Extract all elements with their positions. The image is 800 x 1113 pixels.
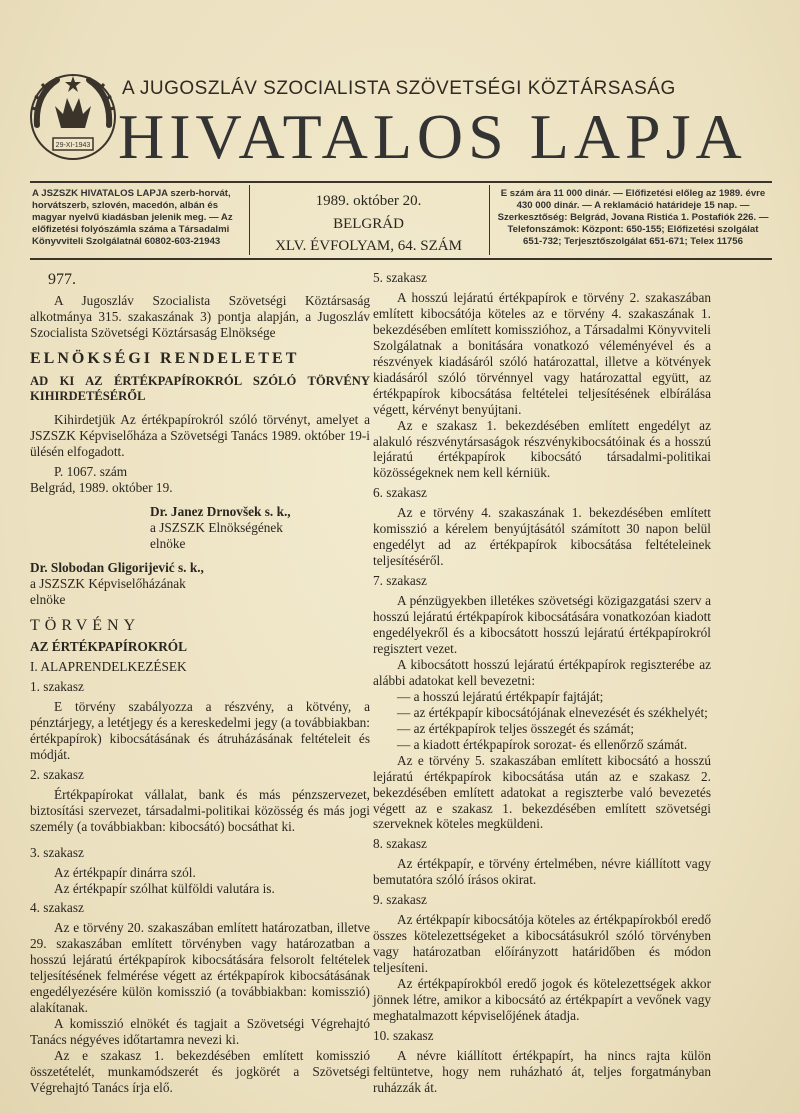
section-8-text: Az értékpapír, e törvény értelmében, névre kiállított vagy bemutatóra szóló írásos okirat. xyxy=(373,856,711,888)
left-column xyxy=(30,270,370,1096)
section-1-heading: 1. szakasz xyxy=(30,679,84,695)
section-8-heading: 8. szakasz xyxy=(373,836,427,852)
reference-number: P. 1067. szám xyxy=(54,464,128,480)
section-10-text: A névre kiállított értékpapírt, ha nincs rajta külön feltüntetve, hogy nem ruházható át, teljes forgatmányban ruházzák át. xyxy=(373,1047,711,1095)
decree-heading: ELNÖKSÉGI RENDELETET xyxy=(30,350,300,368)
section-6-heading: 6. szakasz xyxy=(373,485,427,501)
svg-text:29-XI-1943: 29-XI-1943 xyxy=(55,142,91,149)
chapter-heading: I. ALAPRENDELKEZÉSEK xyxy=(30,659,187,675)
masthead-divider-right xyxy=(489,185,490,255)
signatory-2-name: Dr. Slobodan Gligorijević s. k., xyxy=(30,560,204,576)
section-7-list-item: — a hosszú lejáratú értékpapír fajtáját; xyxy=(397,688,604,704)
section-4-text-b: A komisszió elnökét és tagjait a Szövetségi Végrehajtó Tanács négyéves időtartamra nevezi ki. xyxy=(30,1016,370,1048)
section-7-text-b: A kibocsátott hosszú lejáratú értékpapírok regiszterébe az alábbi adatokat kell bevezetni: xyxy=(373,656,711,688)
state-emblem-icon xyxy=(27,70,119,165)
signatory-2-role-2: elnöke xyxy=(30,591,66,607)
document-number: 977. xyxy=(48,271,76,288)
section-7-text-c: Az e törvény 5. szakaszában említett kibocsátó a hosszú lejáratú értékpapírok kibocsátása után az e szakasz 2. bekezdésében említett adatokat a regiszterbe való bevezetés végett az e szakasz 1. bekezdésében említett szövetségi szerveknek köteles megküldeni. xyxy=(373,752,711,832)
section-4-text-a: Az e törvény 20. szakaszában említett határozatban, illetve 29. szakaszában említett törvényben vagy határozatban a hosszú lejáratú értékpapírok kibocsátására felsorolt feltételek teljesítésének felmérése végett az értékpapírok kibocsátásának engedélyezésére külön komisszió (a továbbiakban: komisszió) alakítanak. xyxy=(30,920,370,1016)
section-2-heading: 2. szakasz xyxy=(30,766,84,782)
signatory-1-role-2: elnöke xyxy=(150,536,186,552)
section-9-heading: 9. szakasz xyxy=(373,892,427,908)
section-7-heading: 7. szakasz xyxy=(373,573,427,589)
promulgation-text: Kihirdetjük Az értékpapírokról szóló törvényt, amelyet a JSZSZK Képviselőháza a Szövetségi Tanács 1989. október 19-i ülésén elfogadott. xyxy=(30,412,370,460)
section-5-text-a: A hosszú lejáratú értékpapírok e törvény 2. szakaszában említett kibocsátója köteles az e törvény 4. szakaszának 1. bekezdésében említett komisszióhoz, a Társadalmi Könyvviteli Szolgálatnak a bonitására vonatkozó véleményével és a részvények kiadásáról szóló határozattal, illetve a kötvények kiadásáról szóló törvénnyel vagy határozattal együtt, az értékpapírok kibocsátása feltételei teljesítésének elbírálása végett, kérvényt benyújtani. xyxy=(373,289,711,417)
masthead-bottom-rule xyxy=(30,258,772,260)
section-2-text: Értékpapírokat vállalat, bank és más pénzszervezet, biztosítási szervezet, társadalmi-politikai közösség és más jogi személy (a továbbiakban: kibocsátó) bocsáthat ki. xyxy=(30,786,370,834)
signatory-1-name: Dr. Janez Drnovšek s. k., xyxy=(150,504,291,520)
section-9-text-a: Az értékpapír kibocsátója köteles az értékpapírokból eredő összes kötelezettségeket a kibocsátásukról szóló törvényben vagy határozatban előírányzott határidőben és módon teljesíteni. xyxy=(373,912,711,976)
section-10-heading: 10. szakasz xyxy=(373,1027,434,1043)
section-9-text-b: Az értékpapírokból eredő jogok és kötelezettségek akkor jönnek létre, amikor a kibocsátó az értékpapírt a vevőnek vagy meghatalmazott képviselőjének átadja. xyxy=(373,976,711,1023)
signatory-1-role: a JSZSZK Elnökségének xyxy=(150,520,283,536)
decree-intro: A Jugoszláv Szocialista Szövetségi Köztársaság alkotmánya 315. szakaszának 3) pontja alapján, a Jugoszláv Szocialista Szövetségi Köztársaság Elnöksége xyxy=(30,293,370,341)
issue-volume: XLV. ÉVFOLYAM, 64. SZÁM xyxy=(275,238,462,254)
section-1-text: E törvény szabályozza a részvény, a kötvény, a pénztárjegy, a letétjegy és a kereskedelmi jegy (a továbbiakban: értékpapírok) kibocsátásának és átruházásának feltételeit és módját. xyxy=(30,698,370,762)
section-5-text-b: Az e szakasz 1. bekezdésében említett engedélyt az alakuló részvénytársaságok részvénykibocsátóinak és a hosszú lejáratú értékpapírok kibocsátó társadalmi-politikai közösségeknek nem kell kérniük. xyxy=(373,417,711,481)
section-7-list-item: — az értékpapírok teljes összegét és számát; xyxy=(397,720,635,736)
masthead-right-info: E szám ára 11 000 dinár. — Előfizetési előleg az 1989. évre 430 000 dinár. — A reklamáció határideje 15 nap. — Szerkesztőség: Belgrád, Jovana Ristića 1. Postafiók 226. — Telefonszámok: Központ: 650-155; Előfizetési szolgálat 651-732; Terjesztőszolgálat 651-671; Telex 11756 xyxy=(497,188,769,247)
section-4-heading: 4. szakasz xyxy=(30,900,84,916)
masthead-divider-left xyxy=(249,185,250,255)
gazette-subtitle: A JUGOSZLÁV SZOCIALISTA SZÖVETSÉGI KÖZTÁRSASÁG xyxy=(122,78,676,99)
right-column xyxy=(373,270,711,1096)
section-7-text-a: A pénzügyekben illetékes szövetségi közigazgatási szerv a hosszú lejáratú értékpapírok kibocsátására vonatkozóan kiadott engedélyekről és a kibocsátott hosszú lejáratú értékpapírokról regisztert vezet. xyxy=(373,593,711,656)
section-3-heading: 3. szakasz xyxy=(30,844,84,860)
law-heading: TÖRVÉNY xyxy=(30,616,141,634)
law-title: AZ ÉRTÉKPAPÍROKRÓL xyxy=(30,639,188,655)
masthead-top-rule xyxy=(30,181,772,183)
section-5-heading: 5. szakasz xyxy=(373,270,427,285)
section-4-text-c: Az e szakasz 1. bekezdésében említett komisszió összetételét, munkamódszerét és jogkörét a Szövetségi Végrehajtó Tanács írja elő. xyxy=(30,1048,370,1095)
gazette-title: HIVATALOS LAPJA xyxy=(118,101,747,172)
section-3-text-b: Az értékpapír szólhat külföldi valutára is. xyxy=(54,880,275,896)
section-7-list-item: — az értékpapír kibocsátójának elnevezését és székhelyét; xyxy=(397,704,708,720)
masthead-center xyxy=(256,190,481,258)
section-7-list-item: — a kiadott értékpapírok sorozat- és ellenőrző számát. xyxy=(397,736,688,752)
decree-subheading: AD KI AZ ÉRTÉKPAPÍROKRÓL SZÓLÓ TÖRVÉNY KIHIRDETÉSÉRŐL xyxy=(30,374,370,404)
masthead-left-info: A JSZSZK HIVATALOS LAPJA szerb-horvát, horvátszerb, szlovén, macedón, albán és magyar nyelvű kiadásban jelenik meg. — Az előfizetési folyószámla száma a Társadalmi Könyvviteli Szolgálatnál 60802-603-21943 xyxy=(32,188,233,247)
section-6-text: Az e törvény 4. szakaszának 1. bekezdésében említett komisszió a kérelem benyújtásától számított 30 napon belül engedélyt ad az értékpapírok kibocsátása feltételeinek teljesítéséről. xyxy=(373,505,711,569)
place-date: Belgrád, 1989. október 19. xyxy=(30,480,173,496)
issue-place: BELGRÁD xyxy=(333,215,404,232)
signatory-2-role: a JSZSZK Képviselőházának xyxy=(30,576,186,592)
issue-date: 1989. október 20. xyxy=(315,193,422,209)
section-3-text-a: Az értékpapír dinárra szól. xyxy=(54,864,196,880)
